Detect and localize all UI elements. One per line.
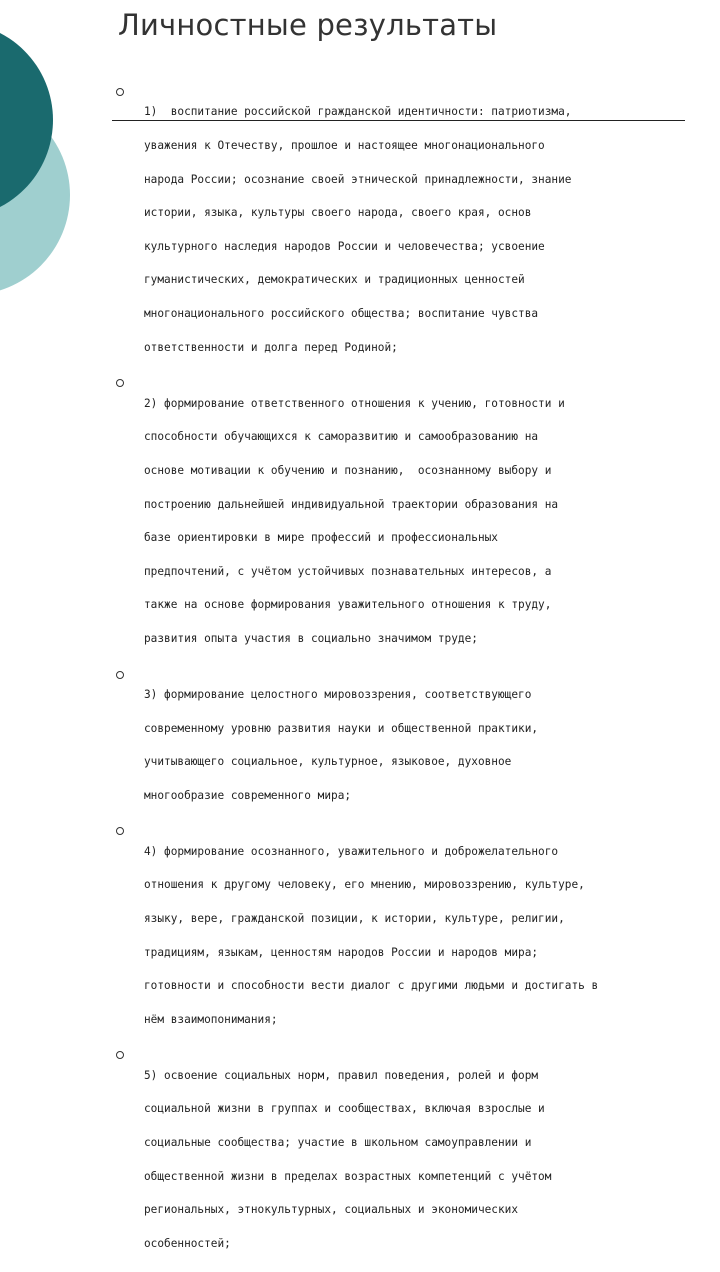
text-line: предпочтений, с учётом устойчивых познавательных интересов, а: [144, 564, 552, 578]
text-line: гуманистических, демократических и традиционных ценностей: [144, 273, 525, 287]
text-line: 1) воспитание российской гражданской идентичности: патриотизма,: [144, 105, 572, 119]
list-item: [116, 1047, 676, 1271]
text-line: языку, вере, гражданской позиции, к истории, культуре, религии,: [144, 912, 565, 926]
bullet-icon: [116, 88, 124, 96]
slide-title: Личностные результаты: [118, 8, 498, 42]
item-text: [144, 823, 676, 1047]
results-list: [116, 84, 676, 1272]
item-text: [144, 375, 676, 666]
text-line: многонационального российского общества; воспитание чувства: [144, 307, 539, 321]
text-line: региональных, этнокультурных, социальных и экономических: [144, 1203, 519, 1217]
bullet-icon: [116, 1051, 124, 1059]
text-line: общественной жизни в пределах возрастных компетенций с учётом: [144, 1169, 552, 1183]
list-item: [116, 375, 676, 666]
item-text: [144, 667, 676, 824]
text-line: готовности и способности вести диалог с другими людьми и достигать в: [144, 979, 599, 993]
list-item: [116, 667, 676, 824]
text-line: истории, языка, культуры своего народа, своего края, основ: [144, 206, 532, 220]
text-line: 2) формирование ответственного отношения к учению, готовности и: [144, 396, 565, 410]
list-item: [116, 823, 676, 1047]
text-line: также на основе формирования уважительного отношения к труду,: [144, 598, 552, 612]
text-line: построению дальнейшей индивидуальной траектории образования на: [144, 497, 559, 511]
text-line: народа России; осознание своей этнической принадлежности, знание: [144, 172, 572, 186]
bullet-icon: [116, 827, 124, 835]
text-line: традициям, языкам, ценностям народов России и народов мира;: [144, 945, 539, 959]
item-text: [144, 1047, 676, 1271]
bullet-icon: [116, 379, 124, 387]
text-line: современному уровню развития науки и общественной практики,: [144, 721, 539, 735]
text-line: способности обучающихся к саморазвитию и самообразованию на: [144, 430, 539, 444]
text-line: социальной жизни в группах и сообществах, включая взрослые и: [144, 1102, 545, 1116]
text-line: основе мотивации к обучению и познанию, осознанному выбору и: [144, 463, 552, 477]
text-line: 5) освоение социальных норм, правил поведения, ролей и форм: [144, 1068, 539, 1082]
text-line: социальные сообщества; участие в школьном самоуправлении и: [144, 1136, 532, 1150]
text-line: культурного наследия народов России и человечества; усвоение: [144, 239, 545, 253]
text-line: особенностей;: [144, 1236, 231, 1250]
text-line: 3) формирование целостного мировоззрения, соответствующего: [144, 687, 532, 701]
text-line: ответственности и долга перед Родиной;: [144, 340, 398, 354]
decorative-circles: [0, 0, 110, 540]
text-line: базе ориентировки в мире профессий и профессиональных: [144, 531, 498, 545]
text-line: учитывающего социальное, культурное, языковое, духовное: [144, 755, 512, 769]
bullet-icon: [116, 671, 124, 679]
text-line: развития опыта участия в социально значимом труде;: [144, 631, 478, 645]
list-item: [116, 84, 676, 375]
item-text: [144, 84, 676, 375]
text-line: отношения к другому человеку, его мнению, мировоззрению, культуре,: [144, 878, 585, 892]
text-line: уважения к Отечеству, прошлое и настоящее многонационального: [144, 139, 545, 153]
text-line: 4) формирование осознанного, уважительного и доброжелательного: [144, 844, 559, 858]
text-line: нём взаимопонимания;: [144, 1012, 278, 1026]
text-line: многообразие современного мира;: [144, 788, 352, 802]
